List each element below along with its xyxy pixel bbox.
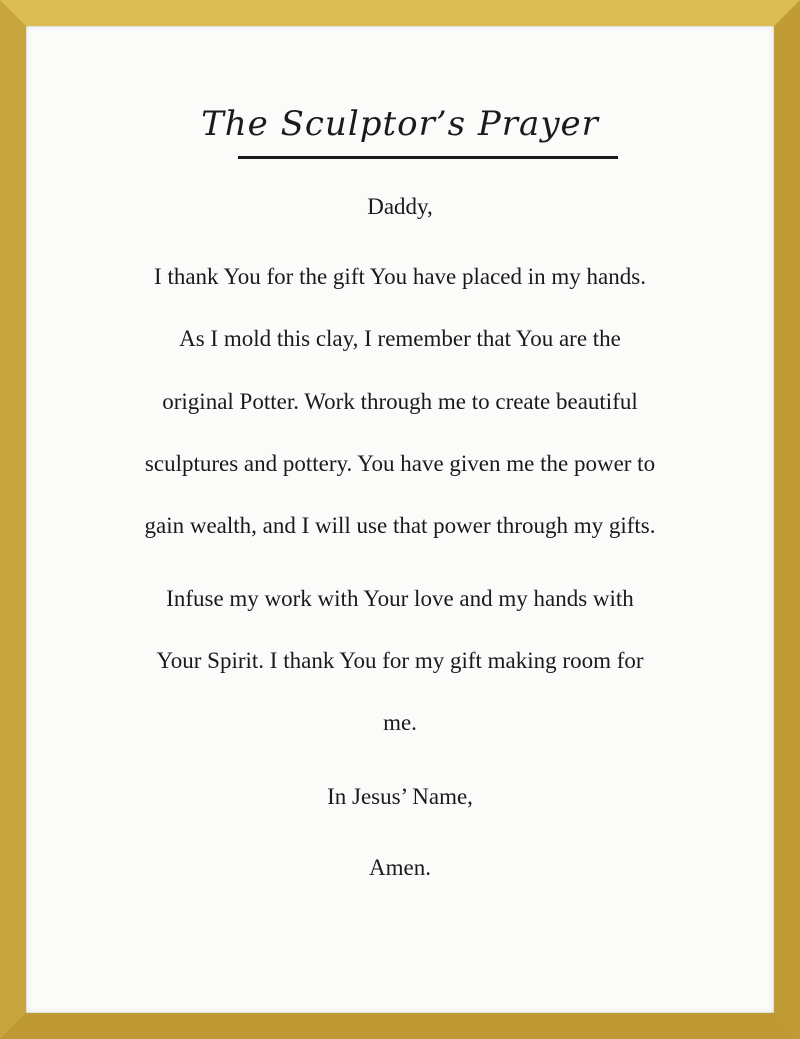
body-line: I thank You for the gift You have placed in my hands. [154,264,646,289]
amen-line: Amen. [369,855,431,880]
closing-line: In Jesus’ Name, [327,784,473,809]
page-title: The Sculptor’s Prayer [201,104,599,144]
body-line: Infuse my work with Your love and my hands with [166,586,634,611]
body-line: As I mold this clay, I remember that You are the [179,326,621,351]
body-line: gain wealth, and I will use that power through my gifts. [144,513,656,538]
body-line: Your Spirit. I thank You for my gift making room for [156,648,644,673]
body-line: original Potter. Work through me to create beautiful [162,389,638,414]
title-underline [238,156,618,159]
salutation: Daddy, [367,194,433,219]
body-line: me. [383,710,417,735]
body-line: sculptures and pottery. You have given me the power to [144,451,656,476]
